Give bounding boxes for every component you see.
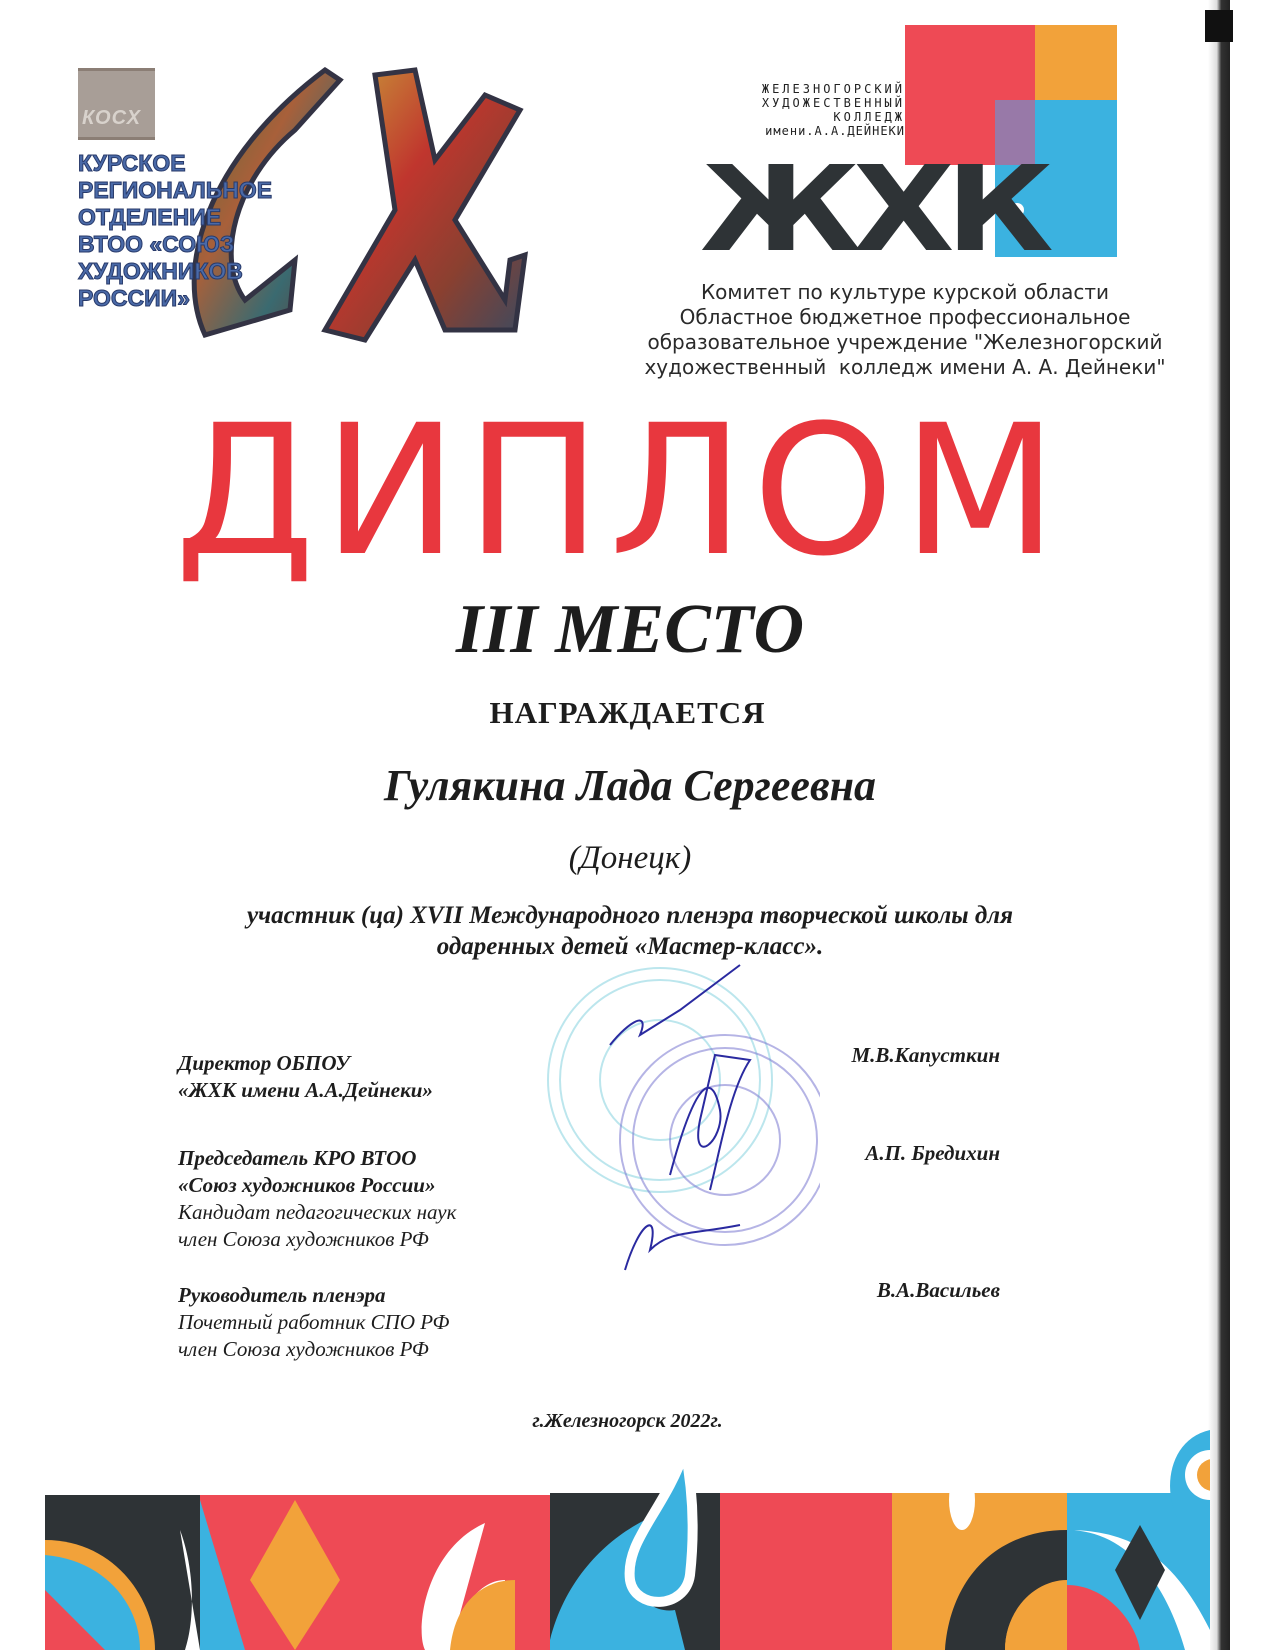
committee-header: Комитет по культуре курской области Областное бюджетное профессиональное образовательное учреждение "Железногорский художественный колледж имени А. А. Дейнеки" xyxy=(644,280,1166,379)
awarded-label: НАГРАЖДАЕТСЯ xyxy=(489,695,766,730)
kursk-branch-line: КУРСКОЕ xyxy=(78,150,186,176)
role-line: член Союза художников РФ xyxy=(178,1337,429,1361)
role-line: Руководитель пленэра xyxy=(178,1283,386,1307)
recipient-city: (Донецк) xyxy=(568,840,692,876)
kosx-logo xyxy=(78,68,155,140)
signatory-director-role xyxy=(178,1050,433,1104)
stamps-and-signatures xyxy=(540,950,820,1290)
college-logo-letters: ЖХК xyxy=(700,140,1045,278)
decorative-banner xyxy=(45,1380,1210,1650)
kursk-branch-line: ВТОО «СОЮЗ xyxy=(78,231,235,257)
kursk-branch-line: РОССИИ» xyxy=(78,285,191,311)
kursk-branch-line: РЕГИОНАЛЬНОЕ xyxy=(78,177,273,203)
description-line: одаренных детей «Мастер-класс». xyxy=(436,933,824,960)
role-line: член Союза художников РФ xyxy=(178,1227,429,1251)
college-name-line: КОЛЛЕДЖ xyxy=(833,110,905,124)
college-name-line: ХУДОЖЕСТВЕННЫЙ xyxy=(761,96,905,110)
signature xyxy=(670,1055,750,1190)
scan-edge-mark xyxy=(1205,10,1233,42)
kosx-logo-text: КОСХ xyxy=(82,107,142,129)
kursk-branch-line: ОТДЕЛЕНИЕ xyxy=(78,204,222,230)
signatory-chairman-role xyxy=(178,1145,456,1253)
signatory-chairman-name: А.П. Бредихин xyxy=(865,1141,1000,1165)
signatory-director-name: М.В.Капусткин xyxy=(851,1043,1000,1067)
signatory-plein-air-head-role xyxy=(178,1282,449,1363)
place-and-year: г.Железногорск 2022г. xyxy=(532,1410,723,1432)
college-name-small xyxy=(700,82,905,138)
signature xyxy=(610,965,740,1045)
role-line: «Союз художников России» xyxy=(178,1173,436,1197)
kursk-branch-line: ХУДОЖНИКОВ xyxy=(78,258,243,284)
role-line: Почетный работник СПО РФ xyxy=(178,1310,450,1334)
place-award: III МЕСТО xyxy=(455,591,805,668)
role-line: Директор ОБПОУ xyxy=(178,1051,350,1075)
college-name-line: имени.А.А.ДЕЙНЕКИ xyxy=(765,124,905,138)
college-name-line: ЖЕЛЕЗНОГОРСКИЙ xyxy=(761,82,905,96)
role-line: Председатель КРО ВТОО xyxy=(178,1146,417,1170)
kursk-branch-name xyxy=(78,150,272,312)
signatory-plein-air-head-name: В.А.Васильев xyxy=(876,1278,1000,1302)
recipient-name: Гулякина Лада Сергеевна xyxy=(383,761,877,810)
role-line: «ЖХК имени А.А.Дейнеки» xyxy=(178,1078,433,1102)
diploma-title: ДИПЛОМ xyxy=(174,387,1066,596)
scan-edge xyxy=(1208,0,1230,1650)
role-line: Кандидат педагогических наук xyxy=(178,1200,457,1224)
description-line: участник (ца) XVII Международного пленэра творческой школы для xyxy=(246,902,1014,929)
